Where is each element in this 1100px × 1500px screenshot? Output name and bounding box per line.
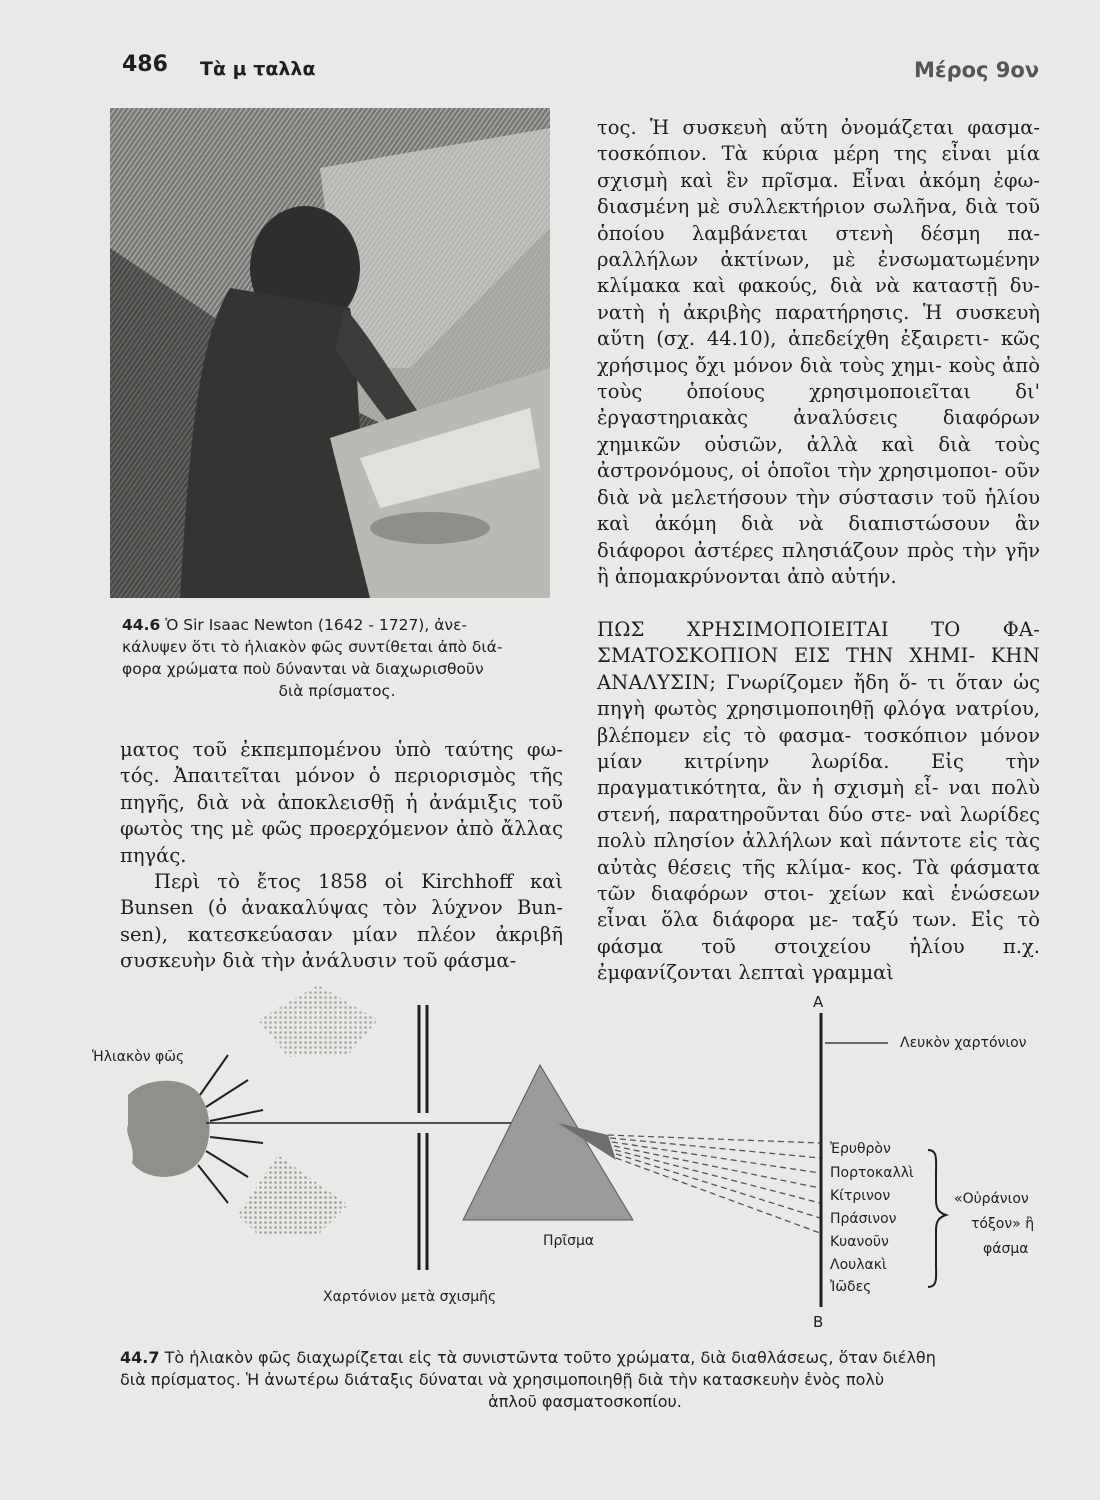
text-line: πάντοτε εἰς τὰς αὐτὰς θέσεις τῆς κλίμα- [597, 829, 1041, 879]
running-title: Τὰ μ ταλλα [200, 58, 316, 80]
caption-line: διὰ πρίσματος. Ἡ ἀνωτέρω διάταξις δύναται νὰ χρησιμοποιηθῇ διὰ τὴν κατασκευὴν ἑνὸς πολὺ [120, 1370, 885, 1389]
text-line: ἄλλας πηγάς. [120, 817, 564, 867]
caption-line: Τὸ ἡλιακὸν φῶς διαχωρίζεται εἰς τὰ συνιστῶντα τοῦτο χρώματα, διὰ διαθλάσεως, ὅταν διέλθη [164, 1348, 936, 1367]
caption-line: φορα χρώματα ποὺ δύνανται νὰ διαχωρισθοῦν [122, 660, 484, 678]
text-line: δι' ἐργαστηριακὰς ἀναλύσεις διαφόρων [597, 380, 1040, 430]
caption-line: κάλυψεν ὅτι τὸ ἡλιακὸν φῶς συντίθεται ἀπὸ διά- [122, 638, 503, 656]
text-line: τος. Ἡ συσκευὴ αὕτη ὀνομάζεται φασμα- [597, 116, 1040, 139]
text-line: διάφοροι ἀστέρες πλησιάζουν πρὸς τὴν [597, 538, 997, 562]
color-label-indigo: Λουλακὶ [830, 1257, 887, 1273]
color-label-green: Πράσινον [830, 1211, 897, 1227]
part-label: Μέρος 9ον [914, 58, 1040, 82]
caption-line: Ὁ Sir Isaac Newton (1642 - 1727), ἀνε- [165, 616, 468, 634]
color-label-red: Ἐρυθρὸν [830, 1141, 891, 1157]
caption-line: διὰ πρίσματος. [278, 682, 396, 700]
text-line: ματος τοῦ ἐκπεμπομένου ὑπὸ ταύτης φω- [120, 738, 563, 761]
newton-photo [110, 108, 550, 598]
point-a-label: Α [813, 993, 824, 1011]
text-line: οῦν διὰ νὰ μελετήσουν τὴν σύστασιν τοῦ [597, 459, 1040, 509]
prism-label: Πρῖσμα [543, 1233, 595, 1249]
text-line: Γνωρίζομεν ἤδη ὅ- [716, 670, 918, 694]
section-heading-line: ΣΜΑΤΟΣΚΟΠΙΟΝ ΕΙΣ ΤΗΝ ΧΗΜΙ- [597, 644, 976, 668]
text-line: συσκευὴν διὰ τὴν ἀνάλυσιν τοῦ φάσμα- [120, 949, 517, 973]
color-label-yellow: Κίτρινον [830, 1188, 891, 1204]
white-card-label: Λευκὸν χαρτόνιον [900, 1035, 1027, 1051]
slit-label: Χαρτόνιον μετὰ σχισμῆς [323, 1289, 497, 1305]
point-b-label: Β [813, 1313, 824, 1331]
cloud-shape [258, 985, 378, 1057]
text-line: ραλλήλων ἀκτίνων, μὲ ἐνσωματωμένην [597, 248, 1040, 272]
text-line: ναὶ λωρίδες πολὺ πλησίον ἀλλήλων καὶ [597, 802, 1041, 853]
text-line: φλόγα νατρίου, βλέπομεν εἰς τὸ φασμα- [597, 697, 1040, 747]
text-line: σχισμὴ καὶ ἓν πρῖσμα. Εἶναι ἀκόμη ἐφω- [597, 168, 1040, 192]
text-line: τός. Ἀπαιτεῖται μόνον ὁ περιορισμὸς τῆς [120, 764, 563, 788]
text-line: κοὺς ἀπὸ τοὺς ὁποίους χρησιμοποιεῖται [597, 353, 1040, 404]
text-line: ναι πολὺ στενή, παρατηροῦνται δύο στε- [597, 776, 1040, 826]
left-column [120, 737, 563, 975]
right-column-bottom [597, 617, 1040, 987]
text-line: κος. Τὰ φάσματα τῶν διαφόρων στοι- [597, 855, 1040, 906]
color-label-violet: Ἰῶδες [830, 1279, 872, 1295]
rainbow-label-line: φάσμα [983, 1241, 1029, 1257]
text-line: τοσκόπιον μόνον μίαν κιτρίνην λωρίδα. [597, 723, 1041, 774]
text-line: Bunsen (ὁ ἀνακαλύψας τὸν λύχνον Bun- [120, 896, 563, 920]
text-line: ἡλίου π.χ. ἐμφανίζονται λεπταὶ γραμμαὶ [597, 934, 1040, 985]
section-heading-line: ΠΩΣ ΧΡΗΣΙΜΟΠΟΙΕΙΤΑΙ ΤΟ ΦΑ- [597, 618, 1040, 641]
dispersed-rays [608, 1135, 820, 1233]
text-line: γῆν ἢ ἀπομακρύνονται ἀπὸ αὐτήν. [597, 538, 1041, 588]
text-line: νατὴ ἡ ἀκριβὴς παρατήρησις. Ἡ συσκευὴ [597, 300, 1040, 324]
text-line: ταξύ των. Εἰς τὸ φάσμα τοῦ στοιχείου [597, 908, 1041, 958]
text-line: ἀστρονόμους, οἱ ὁποῖοι τὴν χρησιμοποι- [597, 459, 998, 483]
sun-label: Ἡλιακὸν φῶς [92, 1049, 185, 1065]
text-line: Περὶ τὸ ἔτος 1858 οἱ Kirchhoff καὶ [154, 870, 563, 894]
text-line: πηγῆς, διὰ νὰ ἀποκλεισθῇ ἡ ἀνάμιξις [120, 790, 517, 814]
text-line: τι ὅταν ὡς πηγὴ φωτὸς χρησιμοποιηθῇ [597, 670, 1040, 721]
figure-caption-44-6 [122, 614, 552, 702]
text-line: διασμένη μὲ συλλεκτήριον σωλῆνα, διὰ [597, 195, 998, 219]
text-line: sen), κατεσκεύασαν μίαν πλέον ἀκριβῆ [120, 922, 563, 946]
text-line: ἡλίου καὶ ἀκόμη διὰ νὰ διαπιστώσουν ἂν [597, 485, 1040, 536]
text-line: τοσκόπιον. Τὰ κύρια μέρη της εἶναι μία [597, 142, 1040, 166]
text-line: τοῦ φωτὸς της μὲ φῶς προερχόμενον ἀπὸ [120, 790, 563, 841]
text-line: χημικῶν οὐσιῶν, ἀλλὰ καὶ διὰ τοὺς [597, 432, 1040, 456]
cloud-shape [238, 1155, 348, 1235]
rainbow-label-line: τόξον» ἢ [971, 1216, 1035, 1232]
color-label-orange: Πορτοκαλλὶ [830, 1165, 914, 1181]
color-label-blue: Κυανοῦν [830, 1234, 889, 1250]
figure-number: 44.7 [120, 1348, 160, 1367]
caption-line: ἁπλοῦ φασματοσκοπίου. [488, 1392, 682, 1411]
text-line: τοῦ ὁποίου λαμβάνεται στενὴ δέσμη πα- [597, 195, 1040, 245]
figure-caption-44-7 [120, 1347, 1050, 1413]
text-line: κῶς χρήσιμος ὄχι μόνον διὰ τοὺς χημι- [597, 327, 1040, 377]
curly-brace [928, 1150, 946, 1287]
rainbow-label-line: «Οὐράνιον [954, 1191, 1029, 1207]
right-column-top [597, 115, 1040, 590]
text-line: κλίμακα καὶ φακούς, διὰ νὰ καταστῇ δυ- [597, 274, 1040, 298]
text-line: χείων καὶ ἑνώσεων εἶναι ὅλα διάφορα με- [597, 882, 1040, 932]
prism-diagram [88, 985, 1088, 1335]
page-number: 486 [122, 52, 168, 77]
text-line: αὕτη (σχ. 44.10), ἀπεδείχθη ἐξαιρετι- [597, 327, 990, 351]
section-heading-line: ΚΗΝ ΑΝΑΛΥΣΙΝ; [597, 644, 1040, 694]
figure-number: 44.6 [122, 616, 161, 634]
text-line: Εἰς τὴν πραγματικότητα, ἂν ἡ σχισμὴ εἶ- [597, 750, 1040, 800]
sun-icon [127, 1081, 209, 1177]
